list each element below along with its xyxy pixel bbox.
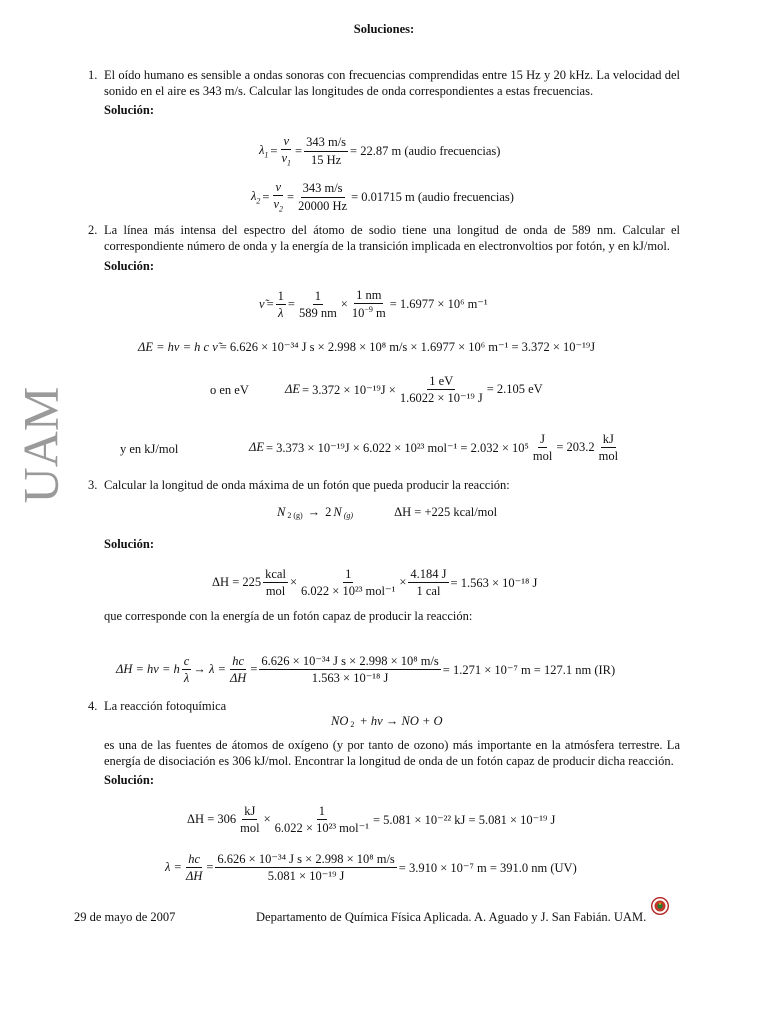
problem-text-2: que corresponde con la energía de un fotón capaz de producir la reacción: bbox=[104, 609, 473, 623]
solution-label: Solución: bbox=[104, 773, 155, 787]
equation-dh: ΔH = 225 $\frac{\text{kcal}}{\text{mol}}$ × $\frac{1}{\text{6.022 × 10²³ mol⁻¹}}$ × $\frac{4.184 J}{\text{1 cal}}$ = 1.563 × 10⁻¹⁸ J bbox=[212, 567, 538, 599]
problem-text: La reacción fotoquímica bbox=[104, 699, 227, 713]
kjmol-label: y en kJ/mol bbox=[120, 442, 179, 456]
equation-energy-kjmol: ΔE = 3.373 × 10⁻¹⁹J × 6.022 × 10²³ mol⁻¹ = 2.032 × 10⁵ $\frac{J}{\text{mol}}$ = 203.2 $\frac{kJ}{\text{mol}}$ bbox=[249, 432, 619, 464]
solution-label: Solución: bbox=[104, 537, 155, 551]
ev-label: o en eV bbox=[210, 383, 249, 397]
reaction-no2: NO 2 + hν → NO + O bbox=[331, 714, 443, 729]
problem-number: 2. bbox=[88, 223, 98, 237]
equation-lambda-ir: ΔH = hν = h $\frac{c}{\lambda}$ → λ = $\frac{hc}{\Delta H}$ = $\frac{\text{6.626 × 10⁻³⁴ J s × 2.998 × 10⁸ m/s}}{\text{1.563 × 10⁻¹⁸ J}}$ = 1.271 × 10⁻⁷ m = 127.1 nm (IR) bbox=[116, 654, 616, 686]
problem-text: El oído humano es sensible a ondas sonoras con frecuencias comprendidas entre 15 Hz y 20 kHz. La velocidad del sonido en el aire es 343 m/s. Calcular las longitudes de onda correspondientes a estas frecuencias. bbox=[104, 68, 680, 98]
problem-text-2: es una de las fuentes de átomos de oxígeno (y por tanto de ozono) más importante en la atmósfera terrestre. La energía de disociación es 306 kJ/mol. Encontrar la longitud de onda de un fotón capaz de producir dicha reacción. bbox=[104, 738, 680, 768]
equation-lambda1: $\lambda_1$ = $\frac{v}{\nu_1}$ = $\frac{343 m/s}{15 Hz}$ = 22.87 m (audio frecuencias) bbox=[259, 134, 501, 168]
solution-label: Solución: bbox=[104, 103, 155, 117]
problem-number: 4. bbox=[88, 699, 98, 713]
problem-number: 1. bbox=[88, 68, 98, 82]
equation-wavenumber: ν̃ = $\frac{1}{\lambda}$ = $\frac{1}{589 nm}$ × $\frac{1 nm}{10^{-9} m}$ = 1.6977 × 10⁶ m⁻¹ bbox=[259, 288, 488, 321]
footer-department: Departamento de Química Física Aplicada. A. Aguado y J. San Fabián. UAM. bbox=[256, 910, 647, 924]
page-title: Soluciones: bbox=[353, 22, 415, 36]
uam-seal-icon bbox=[651, 897, 669, 915]
equation-lambda-uv: λ = $\frac{hc}{\Delta H}$ = $\frac{\text{6.626 × 10⁻³⁴ J s × 2.998 × 10⁸ m/s}}{\text{5.081 × 10⁻¹⁹ J}}$ = 3.910 × 10⁻⁷ m = 391.0 nm (UV) bbox=[165, 852, 577, 884]
equation-lambda2: $\lambda_2$ = $\frac{v}{\nu_2}$ = $\frac{343 m/s}{20000 Hz}$ = 0.01715 m (audio frecuencias) bbox=[251, 180, 514, 214]
solution-label: Solución: bbox=[104, 259, 155, 273]
problem-text: Calcular la longitud de onda máxima de un fotón que pueda producir la reacción: bbox=[104, 478, 510, 492]
equation-dh-photon: ΔH = 306 $\frac{kJ}{\text{mol}}$ × $\frac{1}{\text{6.022 × 10²³ mol⁻¹}}$ = 5.081 × 10⁻²² kJ = 5.081 × 10⁻¹⁹ J bbox=[187, 804, 556, 836]
equation-energy-j: ΔE = hν = h c ν̃ = 6.626 × 10⁻³⁴ J s × 2.998 × 10⁸ m/s × 1.6977 × 10⁶ m⁻¹ = 3.372 × 10⁻¹⁹J bbox=[138, 339, 596, 354]
footer-date: 29 de mayo de 2007 bbox=[74, 910, 176, 924]
problem-number: 3. bbox=[88, 478, 98, 492]
equation-energy-ev: ΔE = 3.372 × 10⁻¹⁹J × $\frac{1 eV}{\text{1.6022 × 10⁻¹⁹ J}}$ = 2.105 eV bbox=[285, 374, 543, 406]
reaction-n2: N 2 (g) → 2 N (g) ΔH = +225 kcal/mol bbox=[277, 505, 498, 520]
uam-watermark bbox=[12, 380, 72, 510]
svg-text:UAM: UAM bbox=[12, 386, 69, 504]
problem-text: La línea más intensa del espectro del átomo de sodio tiene una longitud de onda de 589 nm. Calcular el correspondiente número de onda y la energía de la transición implicada en electronvoltios por fotón, y en kJ/mol. bbox=[104, 223, 680, 253]
